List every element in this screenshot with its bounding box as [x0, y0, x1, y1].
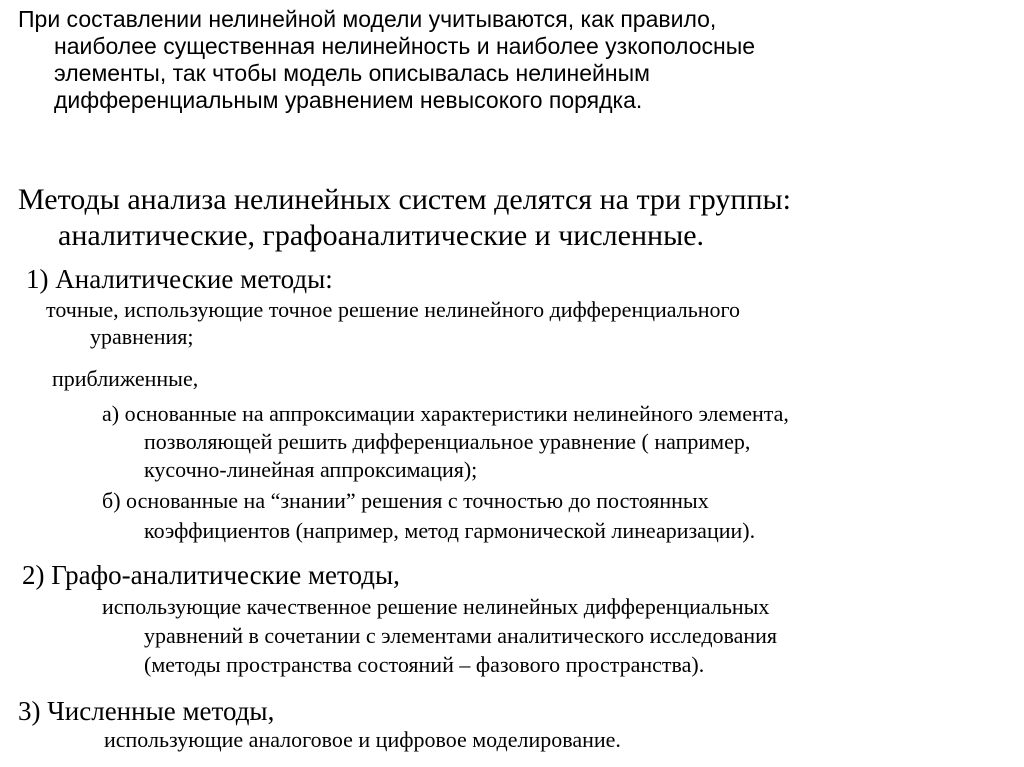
- group2-description: [102, 592, 777, 679]
- group3-heading: 3) Численные методы,: [18, 696, 275, 726]
- group3-description: использующие аналоговое и цифровое моделирование.: [104, 727, 621, 752]
- group1-exact-line-1: точные, использующие точное решение нелинейного дифференциального: [46, 297, 740, 322]
- intro-line-3: элементы, так чтобы модель описывалась нелинейным: [54, 60, 650, 86]
- group1-sub-a-line-3: кусочно-линейная аппроксимация);: [144, 457, 478, 482]
- methods-intro-line-1: Методы анализа нелинейных систем делятся на три группы:: [18, 183, 791, 216]
- group2-heading: 2) Графо-аналитические методы,: [22, 560, 400, 590]
- group1-exact-line-2: уравнения;: [90, 324, 194, 349]
- intro-line-2: наиболее существенная нелинейность и наиболее узкополосные: [54, 33, 756, 59]
- group1-heading: 1) Аналитические методы:: [26, 264, 333, 294]
- group1-approx-text: приближенные,: [52, 366, 199, 391]
- methods-intro-paragraph: [18, 182, 791, 254]
- group1-exact-text: [46, 296, 740, 350]
- group2-desc-line-3: (методы пространства состояний – фазового пространства).: [144, 652, 705, 677]
- intro-paragraph: [18, 6, 755, 114]
- group2-desc-line-2: уравнений в сочетании с элементами аналитического исследования: [144, 623, 778, 648]
- intro-line-1: При составлении нелинейной модели учитываются, как правило,: [18, 6, 717, 32]
- group1-sub-a-line-1: а) основанные на аппроксимации характеристики нелинейного элемента,: [102, 401, 789, 426]
- intro-line-4: дифференциальным уравнением невысокого порядка.: [54, 87, 643, 113]
- group1-sub-a-line-2: позволяющей решить дифференциальное уравнение ( например,: [144, 429, 751, 454]
- group1-sub-b-line-1: б) основанные на “знании” решения с точностью до постоянных: [102, 488, 709, 513]
- group1-sub-b-line-2: коэффициентов (например, метод гармонической линеаризации).: [144, 518, 756, 543]
- group2-desc-line-1: использующие качественное решение нелинейных дифференциальных: [102, 594, 770, 619]
- methods-intro-line-2: аналитические, графоаналитические и численные.: [58, 219, 705, 252]
- group1-sub-a: [102, 400, 789, 484]
- group1-sub-b: [102, 486, 755, 546]
